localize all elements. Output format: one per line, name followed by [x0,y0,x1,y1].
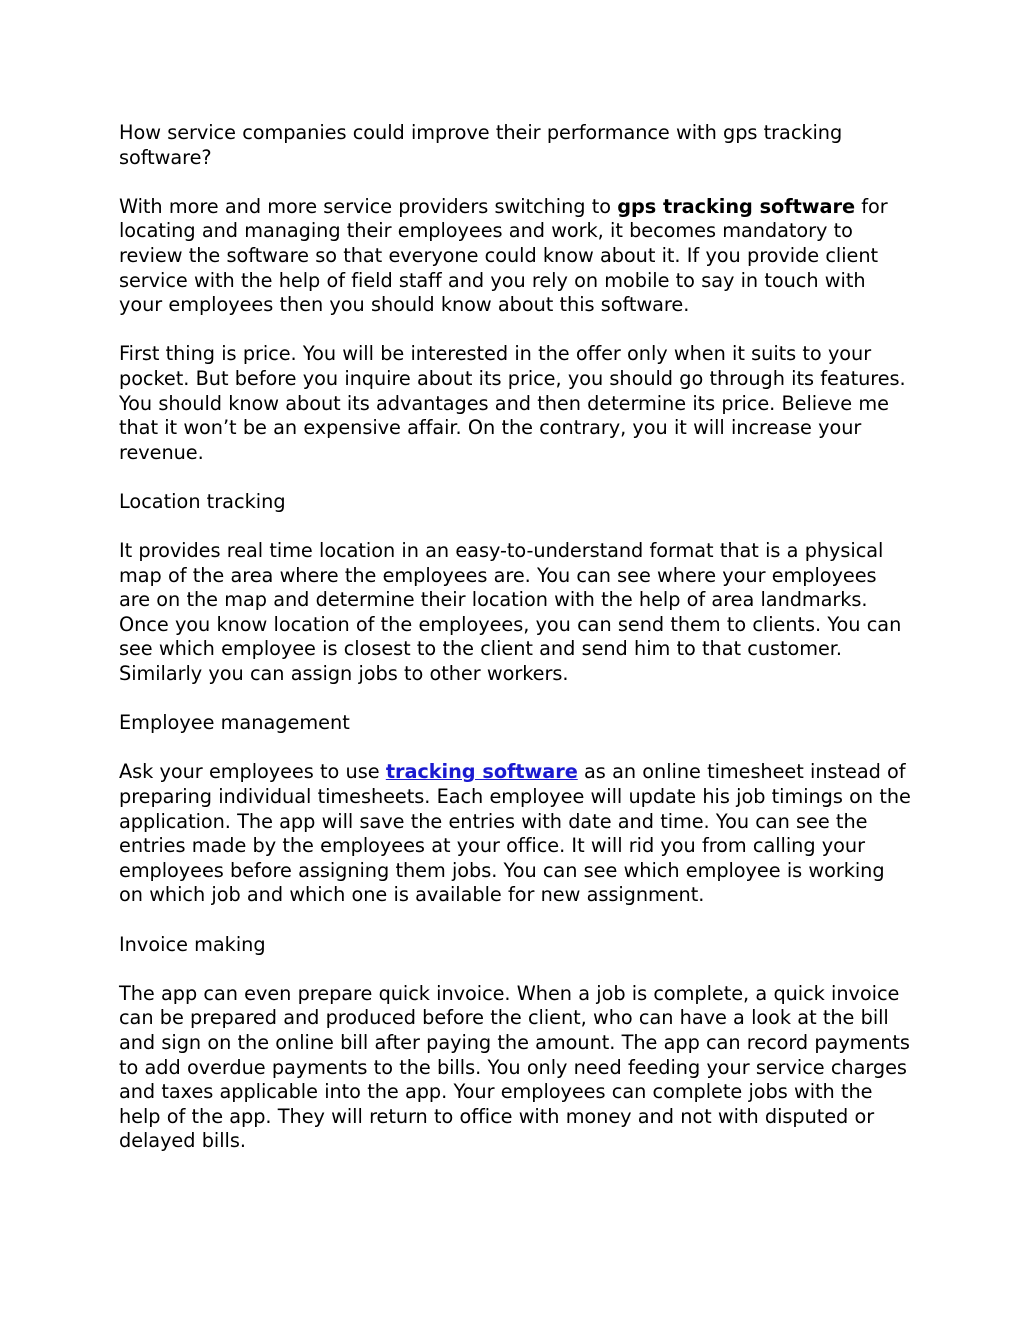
paragraph-intro-text-after: for locating and managing their employees and work, it becomes mandatory to review the software so that everyone could know about it. If you provide client service with the help of field staff and you rely on mobile to say in touch with your employees then you should know about this software. [119,194,888,317]
section-heading-invoice-making: Invoice making [119,932,266,956]
paragraph-intro-text-before: With more and more service providers switching to [119,194,618,218]
paragraph-price: First thing is price. You will be interested in the offer only when it suits to your pocket. But before you inquire about its price, you should go through its features. You should know about its advantages and then determine its price. Believe me that it won’t be an expensive affair. On the contrary, you it will increase your revenue. [119,342,906,464]
paragraph-location-tracking: It provides real time location in an easy-to-understand format that is a physical map of the area where the employees are. You can see where your employees are on the map and determine their location with the help of area landmarks. Once you know location of the employees, you can send them to clients. You can see which employee is closest to the client and send him to that customer. Similarly you can assign jobs to other workers. [119,539,902,686]
paragraph-employee-text-after: as an online timesheet instead of preparing individual timesheets. Each employee will update his job timings on the application. The app will save the entries with date and time. You can see the entries made by the employees at your office. It will rid you from calling your employees before assigning them jobs. You can see which employee is working on which job and which one is available for new assignment. [119,760,911,907]
document-text-body [119,121,911,1154]
section-heading-employee-management: Employee management [119,711,350,735]
paragraph-intro [119,195,911,318]
section-heading-location-tracking: Location tracking [119,489,286,513]
paragraph-invoice-making: The app can even prepare quick invoice. When a job is complete, a quick invoice can be prepared and produced before the client, who can have a look at the bill and sign on the online bill after paying the amount. The app can record payments to add overdue payments to the bills. You only need feeding your service charges and taxes applicable into the app. Your employees can complete jobs with the help of the app. They will return to office with money and not with disputed or delayed bills. [119,981,910,1153]
hyperlink-tracking-software[interactable]: tracking software [385,760,578,784]
paragraph-employee-management [119,760,911,908]
article-title: How service companies could improve their performance with gps tracking software? [119,121,843,169]
bold-emphasis-gps-tracking-software: gps tracking software [617,194,855,218]
paragraph-employee-text-before: Ask your employees to use [119,760,386,784]
